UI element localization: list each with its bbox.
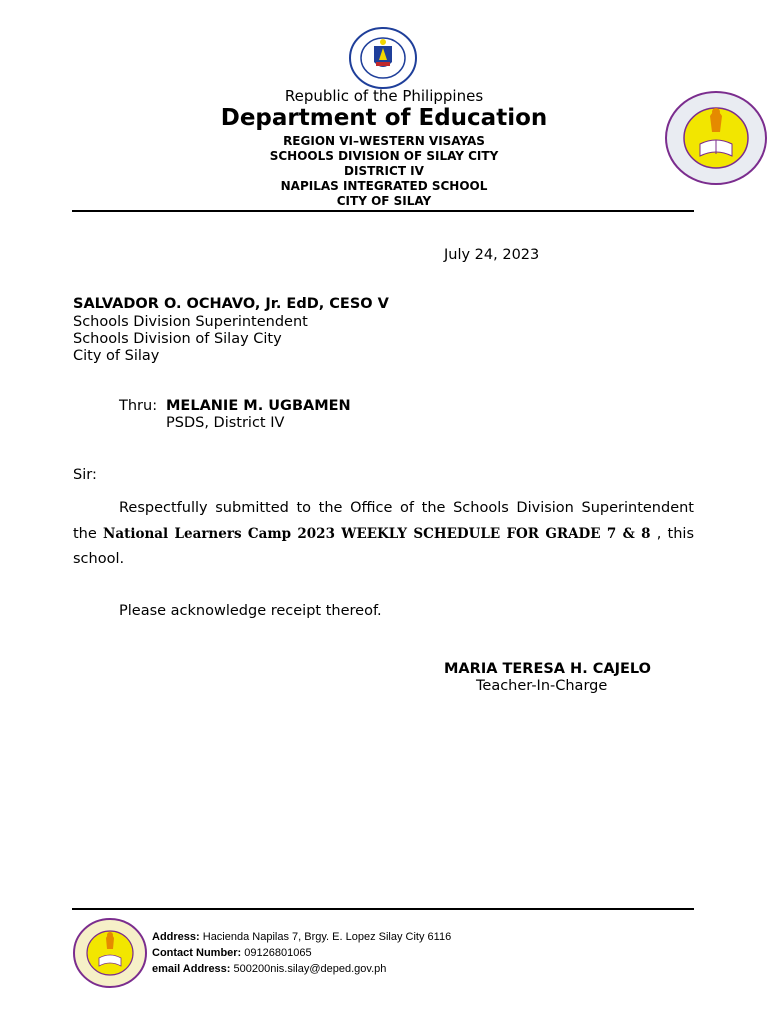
contact-value: 09126801065 — [244, 947, 312, 959]
address-label: Address: — [152, 931, 200, 943]
email-value: 500200nis.silay@deped.gov.ph — [233, 963, 387, 975]
city-line: CITY OF SILAY — [336, 194, 432, 208]
school-seal-footer-logo — [70, 916, 150, 990]
address-value: Hacienda Napilas 7, Brgy. E. Lopez Silay City 6116 — [202, 931, 452, 943]
addressee-line: Schools Division of Silay City — [73, 331, 282, 347]
paragraph-text-end: , this school. — [73, 525, 695, 567]
salutation: Sir: — [73, 467, 97, 483]
division-line: SCHOOLS DIVISION OF SILAY CITY — [269, 149, 499, 163]
signatory-title: Teacher-In-Charge — [476, 678, 608, 694]
region-line: REGION VI–WESTERN VISAYAS — [283, 134, 485, 148]
school-line: NAPILAS INTEGRATED SCHOOL — [280, 179, 488, 193]
footer-contact — [152, 945, 312, 961]
thru-label: Thru: — [119, 398, 158, 414]
letter-paragraph — [73, 496, 694, 573]
footer-divider — [72, 908, 694, 910]
header-divider — [72, 210, 694, 212]
district-line: DISTRICT IV — [344, 164, 424, 178]
addressee-line: Schools Division Superintendent — [73, 314, 308, 330]
footer-address — [152, 929, 451, 945]
republic-heading: Republic of the Philippines — [284, 87, 484, 105]
email-label: email Address: — [152, 963, 231, 975]
department-title: Department of Education — [220, 105, 548, 131]
addressee-line: City of Silay — [73, 348, 160, 364]
deped-seal-logo — [348, 26, 418, 90]
paragraph-emphasis: National Learners Camp 2023 WEEKLY SCHEDULE FOR GRADE 7 & 8 — [103, 525, 651, 542]
acknowledge-line: Please acknowledge receipt thereof. — [119, 603, 382, 619]
paragraph-text: Respectfully submitted to the Office of the Schools Division Superintendent the — [73, 500, 694, 542]
thru-title: PSDS, District IV — [166, 415, 285, 431]
footer-email — [152, 961, 386, 977]
addressee-name: SALVADOR O. OCHAVO, Jr. EdD, CESO V — [73, 296, 389, 312]
letter-date: July 24, 2023 — [444, 247, 540, 263]
signatory-name: MARIA TERESA H. CAJELO — [444, 661, 651, 677]
contact-label: Contact Number: — [152, 947, 242, 959]
thru-name: MELANIE M. UGBAMEN — [166, 398, 351, 414]
